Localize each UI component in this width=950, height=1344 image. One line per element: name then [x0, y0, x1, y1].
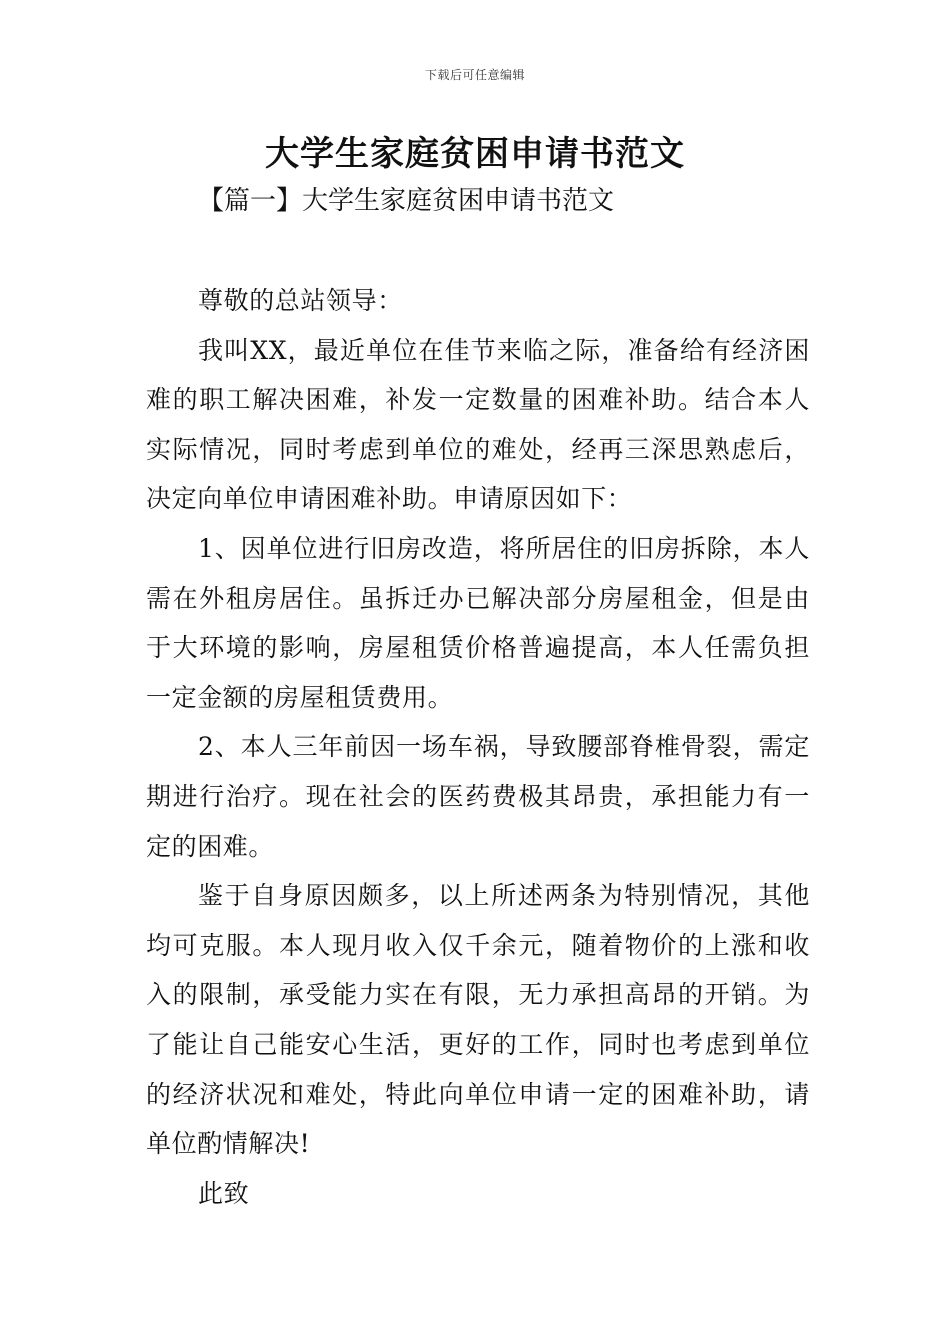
closing: 此致 — [198, 1178, 250, 1208]
header-note: 下载后可任意编辑 — [424, 68, 525, 82]
paragraph: 2、本人三年前因一场车祸，导致腰部脊椎骨裂，需定期进行治疗。现在社会的医药费极其昂贵，承担能力有一定的困难。 — [146, 732, 810, 861]
document-title: 大学生家庭贫困申请书范文 — [265, 134, 685, 174]
paragraph: 鉴于自身原因颇多，以上所述两条为特别情况，其他均可克服。本人现月收入仅千余元，随着物价的上涨和收入的限制，承受能力实在有限，无力承担高昂的开销。为了能让自己能安心生活，更好的工作，同时也考虑到单位的经济状况和难处，特此向单位申请一定的困难补助，请单位酌情解决! — [146, 881, 810, 1159]
paragraph: 我叫XX，最近单位在佳节来临之际，准备给有经济困难的职工解决困难，补发一定数量的困难补助。结合本人实际情况，同时考虑到单位的难处，经再三深思熟虑后，决定向单位申请困难补助。申请原因如下： — [146, 335, 810, 514]
paragraph: 1、因单位进行旧房改造，将所居住的旧房拆除，本人需在外租房居住。虽拆迁办已解决部分房屋租金，但是由于大环境的影响，房屋租赁价格普遍提高，本人任需负担一定金额的房屋租赁费用。 — [146, 533, 810, 712]
section-heading: 【篇一】大学生家庭贫困申请书范文 — [198, 186, 615, 216]
salutation: 尊敬的总站领导： — [198, 286, 403, 315]
letter-body — [146, 276, 810, 1218]
